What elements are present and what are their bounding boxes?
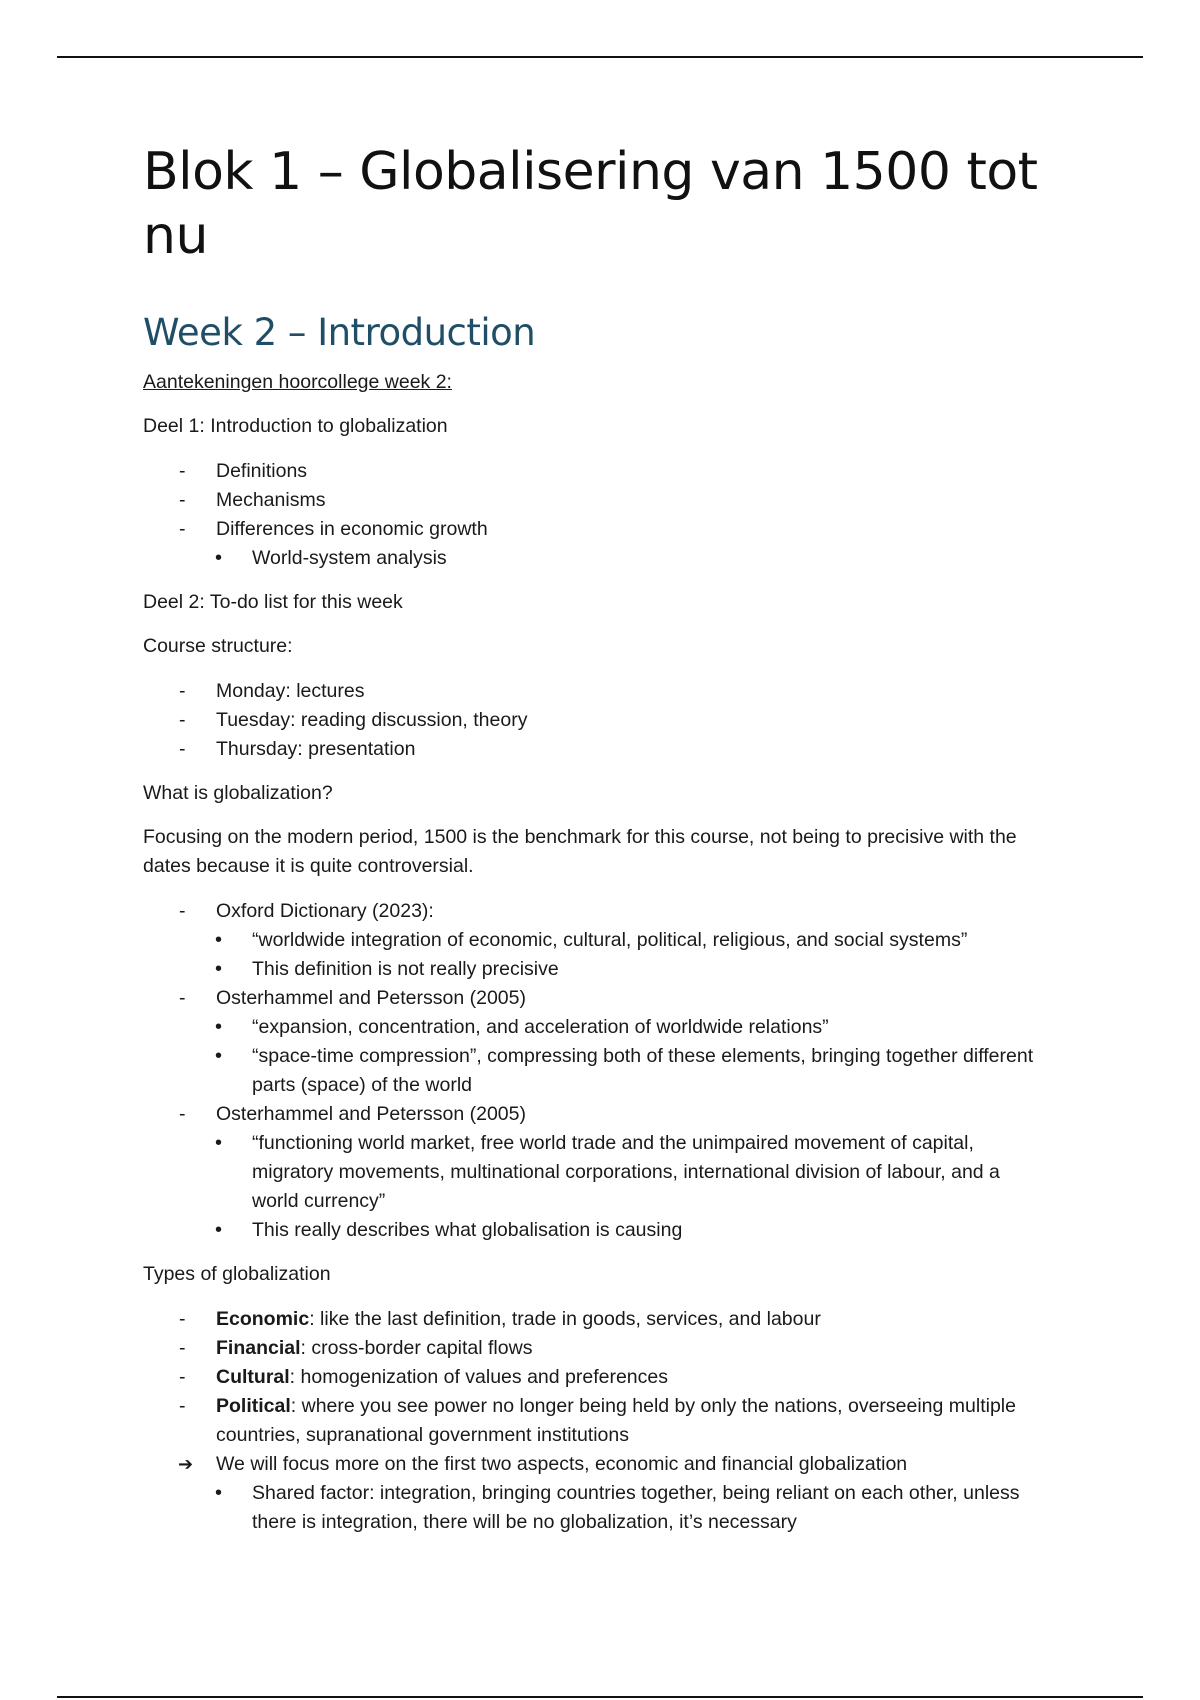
course-structure-heading: Course structure: — [143, 635, 293, 657]
list-subitem: • This really describes what globalisation is causing — [143, 1216, 1043, 1245]
term-description: : cross-border capital flows — [300, 1337, 533, 1359]
list-item — [143, 1305, 1043, 1334]
list-item: - Oxford Dictionary (2023): — [143, 897, 1043, 926]
document-body — [143, 140, 1043, 1537]
list-item — [143, 1392, 1043, 1450]
list-item: - Osterhammel and Petersson (2005) — [143, 984, 1043, 1013]
list-subitem: • “functioning world market, free world trade and the unimpaired movement of capital, migratory movements, multinational corporations, international division of labour, and a world currency” — [143, 1129, 1043, 1216]
types-list — [143, 1305, 1043, 1537]
what-is-heading: What is globalization? — [143, 782, 333, 804]
definitions-list — [143, 897, 1043, 1245]
list-item: - Tuesday: reading discussion, theory — [143, 706, 1043, 735]
list-item: - Osterhammel and Petersson (2005) — [143, 1100, 1043, 1129]
term-description: : homogenization of values and preferences — [289, 1366, 668, 1388]
deel1-list — [143, 457, 1043, 573]
list-item — [143, 1334, 1043, 1363]
term-description: : like the last definition, trade in goods, services, and labour — [309, 1308, 821, 1330]
types-heading: Types of globalization — [143, 1263, 331, 1285]
term: Political — [216, 1395, 291, 1417]
list-subitem: • “space-time compression”, compressing both of these elements, bringing together different parts (space) of the world — [143, 1042, 1043, 1100]
top-rule — [57, 56, 1143, 58]
list-item: - Mechanisms — [143, 486, 1043, 515]
deel1-heading: Deel 1: Introduction to globalization — [143, 415, 448, 437]
list-subitem: • “worldwide integration of economic, cultural, political, religious, and social systems” — [143, 926, 1043, 955]
page-title: Blok 1 – Globalisering van 1500 tot nu — [143, 142, 1038, 266]
list-subitem: • World-system analysis — [143, 544, 1043, 573]
list-subitem: • This definition is not really precisive — [143, 955, 1043, 984]
what-is-intro: Focusing on the modern period, 1500 is the benchmark for this course, not being to precisive with the dates because it is quite controversial. — [143, 826, 1017, 877]
list-item: - Monday: lectures — [143, 677, 1043, 706]
term: Cultural — [216, 1366, 290, 1388]
section-heading: Week 2 – Introduction — [143, 311, 536, 354]
term-description: : where you see power no longer being held by only the nations, overseeing multiple countries, supranational government institutions — [216, 1395, 1016, 1446]
bottom-rule — [57, 1696, 1143, 1698]
deel2-heading: Deel 2: To-do list for this week — [143, 591, 403, 613]
list-subitem: • Shared factor: integration, bringing countries together, being reliant on each other, unless there is integration, there will be no globalization, it’s necessary — [143, 1479, 1043, 1537]
arrow-item: ➔ We will focus more on the first two aspects, economic and financial globalization — [143, 1450, 1043, 1479]
list-subitem: • “expansion, concentration, and acceleration of worldwide relations” — [143, 1013, 1043, 1042]
list-item: - Definitions — [143, 457, 1043, 486]
term: Economic — [216, 1308, 310, 1330]
term: Financial — [216, 1337, 301, 1359]
list-item: - Thursday: presentation — [143, 735, 1043, 764]
list-item: - Differences in economic growth — [143, 515, 1043, 544]
notes-heading: Aantekeningen hoorcollege week 2: — [143, 371, 452, 393]
list-item — [143, 1363, 1043, 1392]
course-structure-list — [143, 677, 1043, 764]
